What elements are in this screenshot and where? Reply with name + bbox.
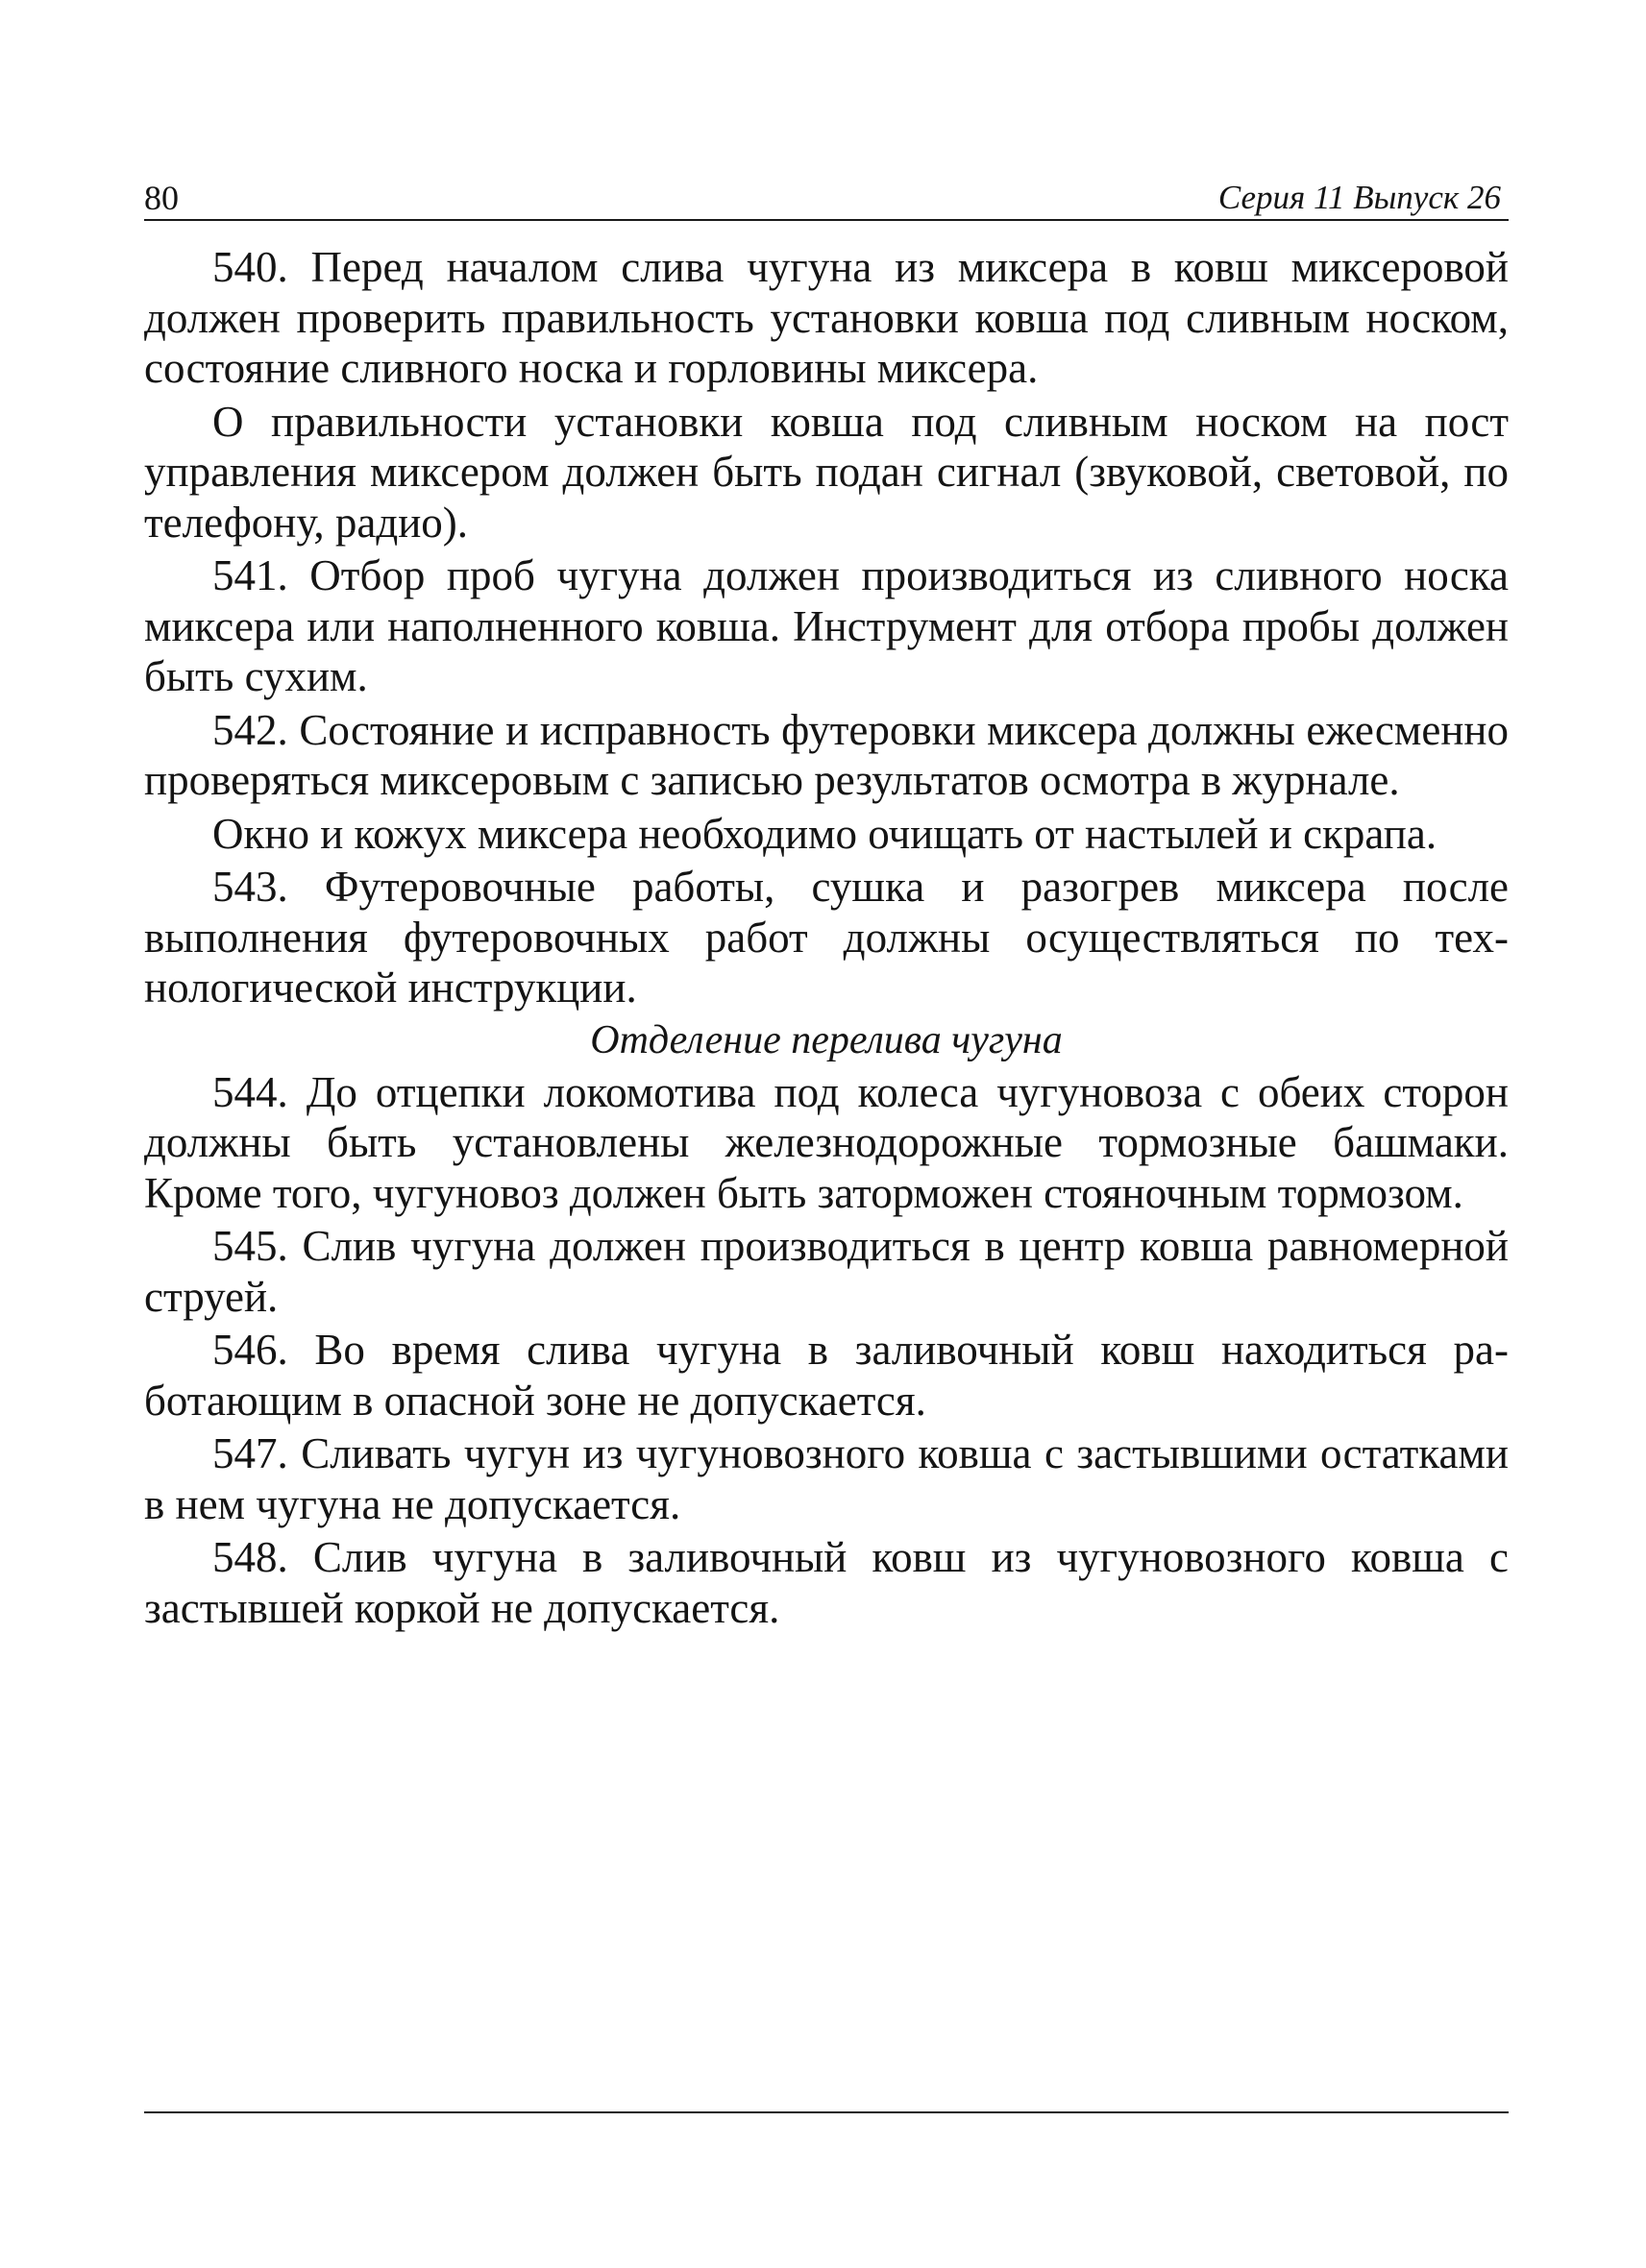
paragraph-542-window: Окно и кожух миксера необходимо очищать от настылей и скрапа. <box>212 809 1437 858</box>
paragraph-540-signal: О правильности установки ковша под сливным носком на пост управления миксером должен быть подан сигнал (звуковой, световой, по телефону, радио). <box>144 397 1509 547</box>
paragraph-544: 544. До отцепки локомотива под колеса чугуновоза с обеих сторон должны быть установлены железнодорожные тормозные башмаки. Кроме того, чугуновоз должен быть заторможен стояночным тормозом. <box>144 1067 1509 1217</box>
paragraph-540: 540. Перед началом слива чугуна из миксера в ковш миксеровой должен проверить правильность установки ковша под сливным носком, состояние сливного носка и горловины миксера. <box>144 243 1509 392</box>
running-header <box>144 163 1509 221</box>
paragraph-541: 541. Отбор проб чугуна должен производиться из сливного носка миксера или наполненного ковша. Инструмент для отбора пробы должен быть сухим. <box>144 551 1509 700</box>
section-title: Отделение перелива чугуна <box>590 1017 1063 1062</box>
paragraph-543: 543. Футеровочные работы, сушка и разогрев миксера после выполнения футеровочных работ должны осуществляться по технологической инструкции. <box>144 863 1509 1012</box>
paragraph-542: 542. Состояние и исправность футеровки миксера должны ежесменно проверяться миксеровым с записью результатов осмотра в журнале. <box>144 705 1509 804</box>
document-page <box>144 163 1509 1636</box>
paragraph-547: 547. Сливать чугун из чугуновозного ковша с застывшими остатками в нем чугуна не допускается. <box>144 1429 1509 1528</box>
page-number: 80 <box>144 179 179 217</box>
series-title: Серия 11 Выпуск 26 <box>1217 179 1501 216</box>
footer-rule <box>144 2111 1509 2113</box>
body-text <box>144 242 1509 1633</box>
paragraph-545: 545. Слив чугуна должен производиться в центр ковша равномерной струей. <box>144 1222 1509 1321</box>
paragraph-548: 548. Слив чугуна в заливочный ковш из чугуновозного ковша с застывшей коркой не допускается. <box>144 1533 1509 1632</box>
paragraph-546: 546. Во время слива чугуна в заливочный ковш находиться работающим в опасной зоне не допускается. <box>144 1326 1509 1425</box>
